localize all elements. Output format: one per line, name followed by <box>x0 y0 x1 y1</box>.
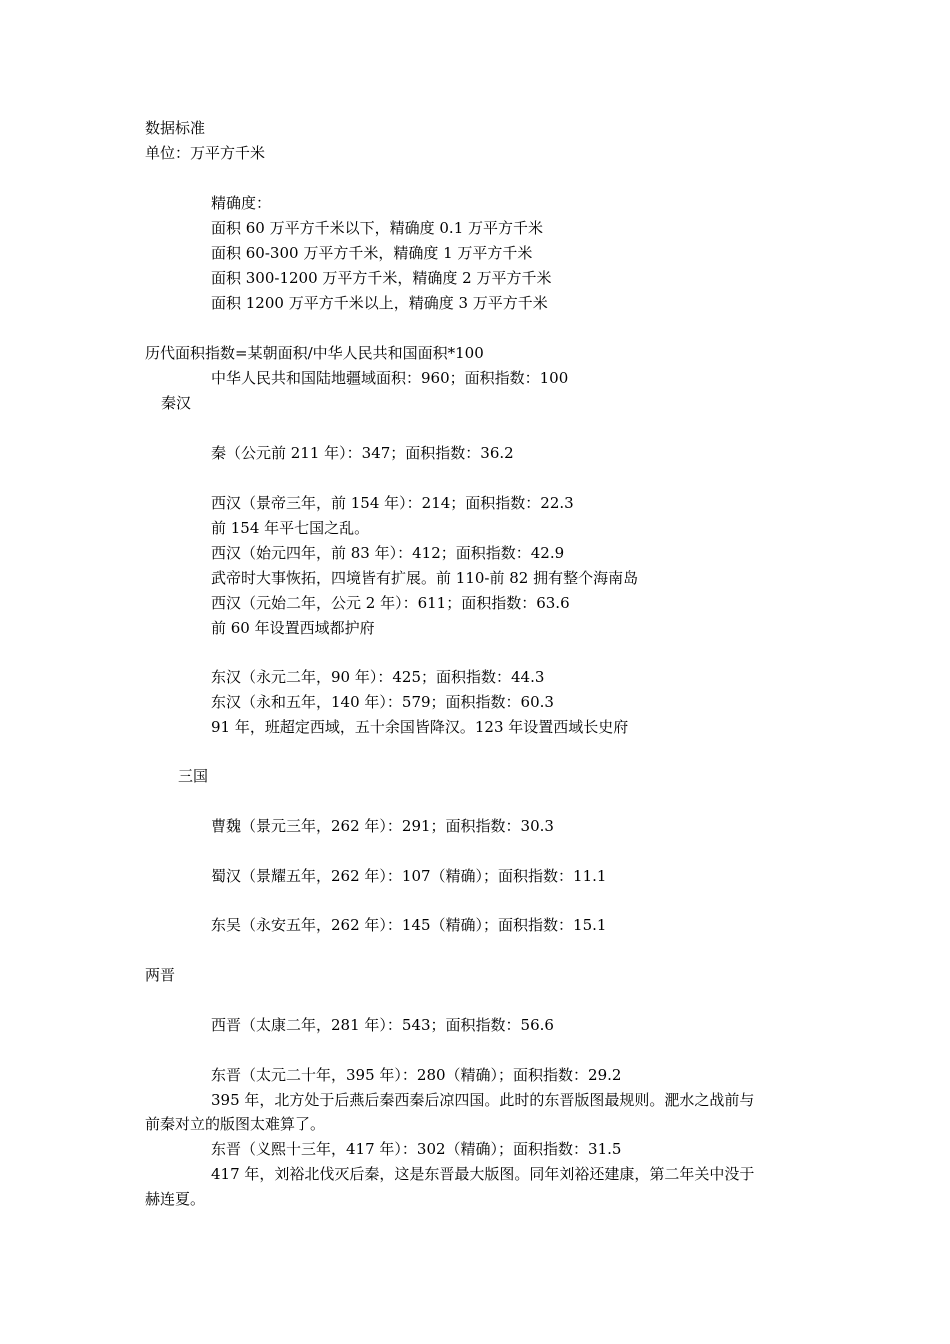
precision-rule: 面积 60 万平方千米以下，精确度 0.1 万平方千米 <box>211 219 544 237</box>
prc-area-line: 中华人民共和国陆地疆域面积：960；面积指数：100 <box>211 369 569 387</box>
unit-line: 单位：万平方千米 <box>145 144 266 162</box>
precision-rule: 面积 300-1200 万平方千米，精确度 2 万平方千米 <box>211 269 552 287</box>
precision-rule: 面积 60-300 万平方千米，精确度 1 万平方千米 <box>211 244 533 262</box>
entry-line: 西汉（始元四年，前 83 年）：412；面积指数：42.9 <box>211 544 565 562</box>
section-heading-sanguo: 三国 <box>178 767 209 785</box>
note-line: 前 154 年平七国之乱。 <box>211 519 370 537</box>
entry-line: 蜀汉（景耀五年，262 年）：107（精确）；面积指数：11.1 <box>211 867 607 885</box>
note-line: 武帝时大事恢拓，四境皆有扩展。前 110-前 82 拥有整个海南岛 <box>211 569 639 587</box>
section-heading-qinhan: 秦汉 <box>161 394 192 412</box>
note-line: 417 年，刘裕北伐灭后秦，这是东晋最大版图。同年刘裕还建康，第二年关中没于 <box>211 1165 755 1183</box>
entry-line: 西汉（景帝三年，前 154 年）：214；面积指数：22.3 <box>211 494 574 512</box>
note-line-continued: 赫连夏。 <box>145 1190 206 1208</box>
entry-line: 西汉（元始二年，公元 2 年）：611；面积指数：63.6 <box>211 594 570 612</box>
precision-rule: 面积 1200 万平方千米以上，精确度 3 万平方千米 <box>211 294 548 312</box>
entry-line: 西晋（太康二年，281 年）：543；面积指数：56.6 <box>211 1016 554 1034</box>
note-line-continued: 前秦对立的版图太难算了。 <box>145 1115 326 1133</box>
entry-line: 东吴（永安五年，262 年）：145（精确）；面积指数：15.1 <box>211 916 607 934</box>
entry-line: 秦（公元前 211 年）：347；面积指数：36.2 <box>211 444 514 462</box>
formula-line: 历代面积指数=某朝面积/中华人民共和国面积*100 <box>145 344 484 362</box>
note-line: 91 年，班超定西域，五十余国皆降汉。123 年设置西域长史府 <box>211 718 629 736</box>
entry-line: 东晋（义熙十三年，417 年）：302（精确）；面积指数：31.5 <box>211 1140 622 1158</box>
doc-title: 数据标准 <box>145 119 206 137</box>
entry-line: 东晋（太元二十年，395 年）：280（精确）；面积指数：29.2 <box>211 1066 622 1084</box>
note-line: 前 60 年设置西域都护府 <box>211 619 375 637</box>
entry-line: 东汉（永元二年，90 年）：425；面积指数：44.3 <box>211 668 545 686</box>
note-line: 395 年，北方处于后燕后秦西秦后凉四国。此时的东晋版图最规则。淝水之战前与 <box>211 1091 755 1109</box>
entry-line: 东汉（永和五年，140 年）：579；面积指数：60.3 <box>211 693 554 711</box>
precision-heading: 精确度： <box>211 194 272 212</box>
entry-line: 曹魏（景元三年，262 年）：291；面积指数：30.3 <box>211 817 554 835</box>
section-heading-liangjin: 两晋 <box>145 966 176 984</box>
